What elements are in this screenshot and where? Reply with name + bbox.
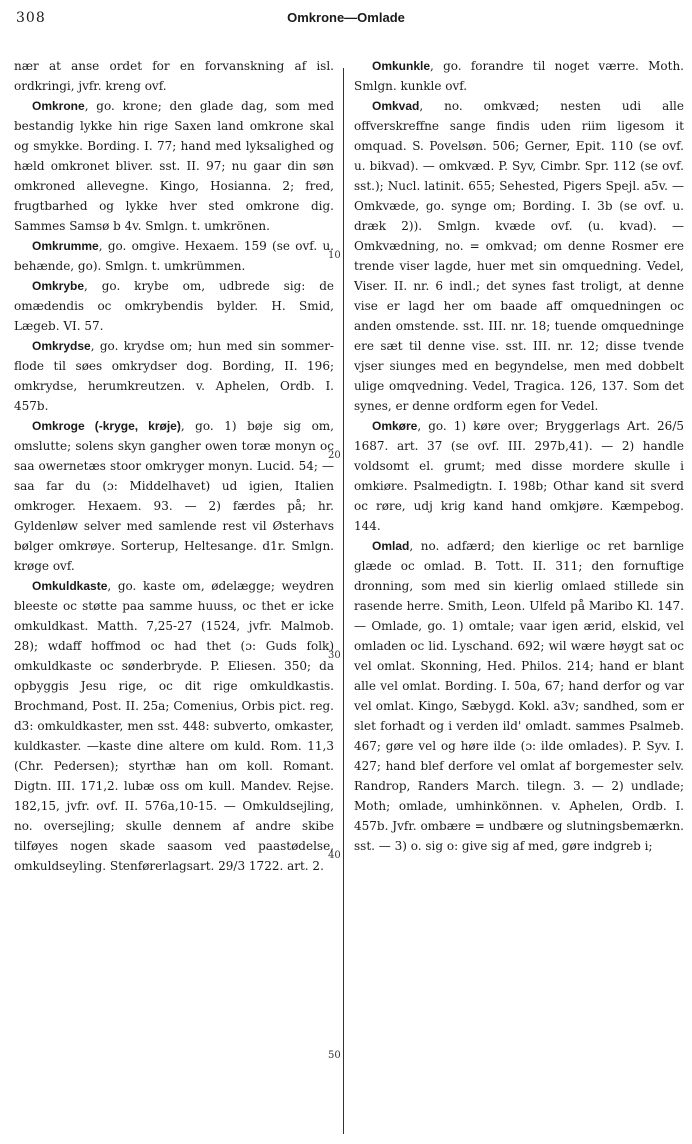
- entry-headword: Omlad: [372, 539, 410, 553]
- entry-text: , go. omgive. Hexaem. 159 (se ovf. u. behænde, go). Smlgn. t. umkrümmen.: [14, 239, 334, 273]
- entry-text: nær at anse ordet for en forvanskning af isl. ordkringi, jvfr. kreng ovf.: [14, 59, 334, 93]
- entry-headword: Omkrybe: [32, 279, 85, 293]
- entry-headword: Omkøre: [372, 419, 418, 433]
- running-title: Omkrone—Omlade: [287, 10, 405, 25]
- dictionary-entry: [14, 276, 334, 336]
- dictionary-entry: [14, 236, 334, 276]
- entry-text: , go. 1) bøje sig om, omslutte; solens skyn gangher owen toræ monyn oc saa owernetæs stoor omkryger monyn. Lucid. 54; — saa far du (ɔ: Middelhavet) ud igien, Italien omkroger. Hexaem. 93. — 2) færdes på; hr. Gyldenløw selver med samlende rest vil Østerhavs bølger omkrøye. Sorterup, Heltesange. d1r. Smlgn. krøge ovf.: [14, 419, 334, 573]
- dictionary-entry: [14, 576, 334, 876]
- entry-headword: Omkrone: [32, 99, 85, 113]
- entry-text: , no. adfærd; den kierlige oc ret barnlige glæde oc omlad. B. Tott. II. 311; den fornuftige dronning, som med sin kierlig omlaed stillede sin rasende herre. Smith, Leon. Ulfeld på Maribo Kl. 147. — Omlade, go. 1) omtale; vaar igen ærid, elskid, vel omladen oc lid. Lyschand. 692; wil wære høygt sat oc vel omlat. Skonning, Hed. Philos. 214; hand er blant alle vel omlat. Bording. I. 50a, 67; hand derfor og var vel omlat. Kingo, Sæbygd. Kokl. a3v; sandhed, som er slet forhadt og i verden ild' omladt. sammes Psalmeb. 467; gøre vel og høre ilde (ɔ: ilde omlades). P. Syv. I. 427; hand blef derfore vel omlat af borgemester selv. Randrop, Randers March. tilegn. 3. — 2) undlade; Moth; omlade, umhinkönnen. v. Aphelen, Ordb. I. 457b. Jvfr. ombære = undbære og slutningsbemærkn. sst. — 3) o. sig o: give sig af med, gøre indgreb i;: [354, 539, 684, 853]
- line-number: 50: [328, 1050, 341, 1061]
- dictionary-entry: [14, 416, 334, 576]
- dictionary-entry: [354, 536, 684, 856]
- entry-text: , go. forandre til noget værre. Moth. Smlgn. kunkle ovf.: [354, 59, 684, 93]
- entry-text: , go. kaste om, ødelægge; weydren bleeste oc støtte paa samme huuss, oc thet er icke omkuldkast. Matth. 7,25-27 (1524, jvfr. Malmob. 28); wdaff hoffmod oc had thet (ɔ: Guds folk) omkuldkaste oc sønderbryde. P. Eliesen. 350; da opbyggis Jesu rige, oc dit rige omkuldkastis. Brochmand, Post. II. 25a; Comenius, Orbis pict. reg. d3: omkuldkaster, men sst. 448: subverto, omkaster, kuldkaster. —kaste dine altere om kuld. Rom. 11,3 (Chr. Pedersen); styrthæ han om koll. Romant. Digtn. III. 171,2. lubæ oss om kull. Mandev. Rejse. 182,15, jvfr. ovf. II. 576a,10-15. — Omkuldsejling, no. oversejling; skulle dennem af andre skibe tilføyes nogen skade saasom ved paastødelse, omkuldseyling. Stenførerlagsart. 29/3 1722. art. 2.: [14, 579, 334, 873]
- entry-headword: Omkroge (-kryge, krøje): [32, 419, 181, 433]
- dictionary-entry: [14, 96, 334, 236]
- entry-text: , go. krone; den glade dag, som med bestandig lykke hin rige Saxen land omkrone skal og smykke. Bording. I. 77; hand med lyksalighed og hæld omkronet bliver. sst. II. 97; nu gaar din søn omkroned allevegne. Kingo, Hosianna. 2; fred, frugtbarhed og lykke hver sted omkrone dig. Sammes Samsø b 4v. Smlgn. t. umkrönen.: [14, 99, 334, 233]
- line-number: 30: [328, 650, 341, 661]
- line-number: 10: [328, 250, 341, 261]
- entry-headword: Omkrumme: [32, 239, 99, 253]
- entry-headword: Omkunkle: [372, 59, 431, 73]
- entry-headword: Omkvad: [372, 99, 420, 113]
- entry-text: , go. krybe om, udbrede sig: de omædendis oc omkrybendis bylder. H. Smid, Lægeb. VI. 57.: [14, 279, 334, 333]
- dictionary-entry: [14, 336, 334, 416]
- dictionary-entry: [354, 96, 684, 416]
- dictionary-entry: [354, 56, 684, 96]
- column-divider: [343, 68, 344, 1134]
- line-number: 20: [328, 450, 341, 461]
- entry-headword: Omkuldkaste: [32, 579, 108, 593]
- right-column: [354, 56, 684, 856]
- entry-text: , no. omkvæd; nesten udi alle offverskreffne sange findis uden riim ligesom it omquad. S. Povelsøn. 506; Gerner, Epit. 110 (se ovf. u. bikvad). — omkvæd. P. Syv, Cimbr. Spr. 112 (se ovf. sst.); Nucl. latinit. 655; Sehested, Pigers Spejl. a5v. — Omkvæde, go. synge om; Bording. I. 3b (se ovf. u. dræk 2)). Smlgn. kvæde ovf. (u. kvad). — Omkvædning, no. = omkvad; om denne Rosmer ere trende viser lagde, huer met sin omquedning. Vedel, Viser. II. nr. 6 indl.; det synes fast troligt, at denne vise er lagd her om baade aff omquedningen oc anden omstende. sst. III. nr. 18; tuende omquedninge ere sæt til denne vise. sst. III. nr. 12; disse tvende vjser siunges med en begyndelse, men med dobbelt ulige omqvedning. Vedel, Tragica. 126, 137. Som det synes, er denne ordform egen for Vedel.: [354, 99, 684, 413]
- line-number: 40: [328, 850, 341, 861]
- page-number: 308: [16, 10, 46, 26]
- entry-headword: Omkrydse: [32, 339, 91, 353]
- left-column: [14, 56, 334, 876]
- page-header: [0, 8, 692, 34]
- dictionary-entry: [14, 56, 334, 96]
- entry-text: , go. 1) køre over; Bryggerlags Art. 26/5 1687. art. 37 (se ovf. III. 297b,41). — 2) handle voldsomt el. grumt; med disse mordere skulle i omkiøre. Psalmedigtn. I. 198b; Othar kand sit sverd oc røre, udj krig kand hand omkjøre. Kæmpebog. 144.: [354, 419, 684, 533]
- dictionary-entry: [354, 416, 684, 536]
- entry-text: , go. krydse om; hun med sin sommer-flode til søes omkrydser dog. Bording, II. 196; omkrydse, herumkreutzen. v. Aphelen, Ordb. I. 457b.: [14, 339, 334, 413]
